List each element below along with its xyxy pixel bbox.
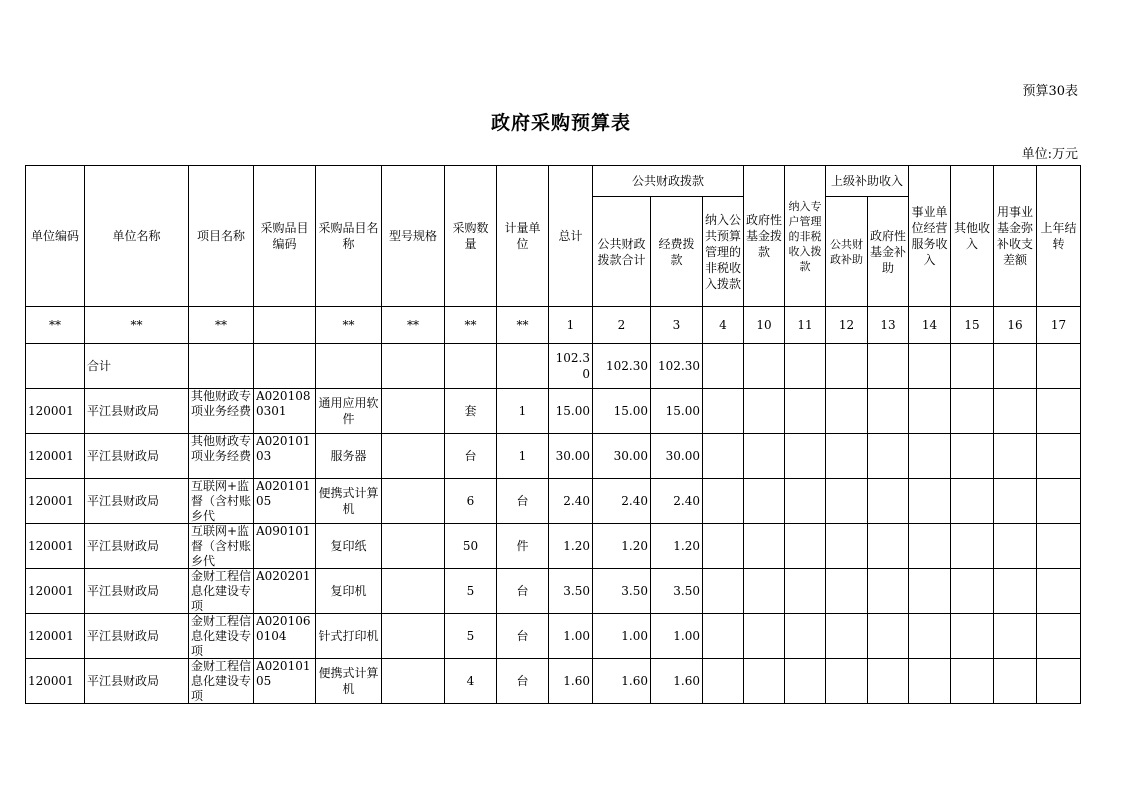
empty-cell <box>951 524 994 569</box>
cell-measure-unit: 1 <box>497 434 549 479</box>
total-fund: 102.30 <box>651 344 703 389</box>
cell-measure-unit: 件 <box>497 524 549 569</box>
empty-cell <box>826 614 868 659</box>
cell-unit-name: 平江县财政局 <box>85 389 189 434</box>
empty-cell <box>909 389 951 434</box>
empty-cell <box>826 659 868 704</box>
cell-model <box>382 479 445 524</box>
table-row <box>26 614 1081 659</box>
cell-measure-unit: 台 <box>497 479 549 524</box>
cell-total: 15.00 <box>549 389 593 434</box>
cell-item-code <box>254 434 316 479</box>
empty-cell <box>703 434 744 479</box>
cell-measure-unit: 台 <box>497 569 549 614</box>
cell-quantity: 50 <box>445 524 497 569</box>
cell-total: 1.00 <box>549 614 593 659</box>
cell-measure-unit: 台 <box>497 659 549 704</box>
cell-unit-name: 平江县财政局 <box>85 434 189 479</box>
index-cell: 13 <box>868 307 909 344</box>
cell-public-sum: 30.00 <box>593 434 651 479</box>
empty-cell <box>951 659 994 704</box>
table-row <box>26 389 1081 434</box>
index-cell: 11 <box>785 307 826 344</box>
empty-cell <box>1037 434 1081 479</box>
empty-cell <box>1037 569 1081 614</box>
cell-unit-code: 120001 <box>26 569 85 614</box>
cell-model <box>382 614 445 659</box>
index-cell: 16 <box>994 307 1037 344</box>
cell-public-sum: 1.20 <box>593 524 651 569</box>
total-label: 合计 <box>85 344 189 389</box>
header-unit-name: 单位名称 <box>85 166 189 307</box>
index-cell: ** <box>189 307 254 344</box>
cell-model <box>382 569 445 614</box>
cell-quantity: 5 <box>445 614 497 659</box>
empty-cell <box>826 524 868 569</box>
empty-cell <box>785 614 826 659</box>
cell-unit-code: 120001 <box>26 614 85 659</box>
cell-unit-name: 平江县财政局 <box>85 524 189 569</box>
empty-cell <box>785 434 826 479</box>
cell-unit-code: 120001 <box>26 389 85 434</box>
cell-project-text: 互联网+监督（含村账乡代 <box>191 524 251 568</box>
cell-item-code-text: A090101 <box>256 524 311 538</box>
index-cell: 1 <box>549 307 593 344</box>
cell-unit-name: 平江县财政局 <box>85 569 189 614</box>
empty-cell <box>785 479 826 524</box>
table-row <box>26 659 1081 704</box>
cell-unit-code: 120001 <box>26 659 85 704</box>
cell-item-name: 针式打印机 <box>316 614 382 659</box>
empty-cell <box>744 389 785 434</box>
cell-fund: 1.60 <box>651 659 703 704</box>
empty-cell <box>1037 614 1081 659</box>
procurement-budget-table <box>25 165 1081 704</box>
index-cell: 12 <box>826 307 868 344</box>
empty-cell <box>744 569 785 614</box>
cell-project-text: 互联网+监督（含村账乡代 <box>191 479 251 523</box>
cell-item-code-text: A02010105 <box>256 479 311 508</box>
cell-item-code-text: A02010105 <box>256 659 311 688</box>
empty-cell <box>951 614 994 659</box>
cell-fund: 3.50 <box>651 569 703 614</box>
empty-cell <box>744 479 785 524</box>
index-cell: ** <box>26 307 85 344</box>
cell-unit-name: 平江县财政局 <box>85 614 189 659</box>
cell-item-name: 通用应用软件 <box>316 389 382 434</box>
total-public-sum: 102.30 <box>593 344 651 389</box>
empty-cell <box>1037 659 1081 704</box>
header-model: 型号规格 <box>382 166 445 307</box>
empty-cell <box>703 389 744 434</box>
index-cell: ** <box>316 307 382 344</box>
empty-cell <box>744 524 785 569</box>
cell-item-code <box>254 479 316 524</box>
empty-cell <box>868 569 909 614</box>
empty-cell <box>909 479 951 524</box>
empty-cell <box>1037 524 1081 569</box>
cell-unit-code: 120001 <box>26 479 85 524</box>
cell-quantity: 套 <box>445 389 497 434</box>
cell-project <box>189 479 254 524</box>
cell-total: 1.60 <box>549 659 593 704</box>
header-quantity: 采购数量 <box>445 166 497 307</box>
cell-item-code-text: A0201080301 <box>256 389 311 418</box>
header-upper-public: 公共财政补助 <box>826 197 868 307</box>
empty-cell <box>909 524 951 569</box>
empty-cell <box>703 614 744 659</box>
unit-label: 单位:万元 <box>1021 147 1078 162</box>
empty-cell <box>785 389 826 434</box>
empty-cell <box>994 524 1037 569</box>
cell-item-code <box>254 389 316 434</box>
cell-quantity: 5 <box>445 569 497 614</box>
cell-item-code <box>254 614 316 659</box>
cell-total: 30.00 <box>549 434 593 479</box>
cell-project <box>189 389 254 434</box>
empty-cell <box>951 479 994 524</box>
cell-model <box>382 524 445 569</box>
index-cell: 4 <box>703 307 744 344</box>
header-public-sum: 公共财政拨款合计 <box>593 197 651 307</box>
empty-cell <box>1037 479 1081 524</box>
empty-cell <box>994 479 1037 524</box>
empty-cell <box>826 569 868 614</box>
empty-cell <box>868 479 909 524</box>
empty-cell <box>785 659 826 704</box>
cell-quantity: 4 <box>445 659 497 704</box>
cell-unit-name: 平江县财政局 <box>85 479 189 524</box>
cell-public-sum: 3.50 <box>593 569 651 614</box>
cell-unit-code: 120001 <box>26 434 85 479</box>
cell-measure-unit: 1 <box>497 389 549 434</box>
header-other: 其他收入 <box>951 166 994 307</box>
cell-fund: 1.00 <box>651 614 703 659</box>
cell-project <box>189 569 254 614</box>
empty-cell <box>826 434 868 479</box>
empty-cell <box>868 434 909 479</box>
header-special-nontax: 纳入专户管理的非税收入拨款 <box>785 166 826 307</box>
cell-model <box>382 659 445 704</box>
cell-item-code <box>254 569 316 614</box>
cell-project <box>189 614 254 659</box>
cell-quantity: 6 <box>445 479 497 524</box>
cell-item-name: 便携式计算机 <box>316 659 382 704</box>
header-business: 事业单位经营服务收入 <box>909 166 951 307</box>
cell-item-code <box>254 524 316 569</box>
empty-cell <box>994 659 1037 704</box>
cell-total: 1.20 <box>549 524 593 569</box>
total-total: 102.30 <box>549 344 593 389</box>
empty-cell <box>868 614 909 659</box>
header-unit-code: 单位编码 <box>26 166 85 307</box>
cell-fund: 1.20 <box>651 524 703 569</box>
empty-cell <box>744 434 785 479</box>
empty-cell <box>994 389 1037 434</box>
cell-public-sum: 1.00 <box>593 614 651 659</box>
table-number: 预算30表 <box>1022 84 1078 99</box>
header-upper-gov: 政府性基金补助 <box>868 197 909 307</box>
cell-project <box>189 524 254 569</box>
empty-cell <box>909 569 951 614</box>
page-title: 政府采购预算表 <box>490 112 631 134</box>
table-row <box>26 434 1081 479</box>
cell-public-sum: 2.40 <box>593 479 651 524</box>
table-row <box>26 524 1081 569</box>
header-fund: 经费拨款 <box>651 197 703 307</box>
header-gov-fund: 政府性基金拨款 <box>744 166 785 307</box>
empty-cell <box>785 569 826 614</box>
header-nontax: 纳入公共预算管理的非税收入拨款 <box>703 197 744 307</box>
empty-cell <box>951 569 994 614</box>
empty-cell <box>826 389 868 434</box>
cell-total: 2.40 <box>549 479 593 524</box>
cell-measure-unit: 台 <box>497 614 549 659</box>
cell-model <box>382 434 445 479</box>
empty-cell <box>703 569 744 614</box>
index-cell: 2 <box>593 307 651 344</box>
empty-cell <box>951 434 994 479</box>
cell-unit-name: 平江县财政局 <box>85 659 189 704</box>
index-cell: ** <box>85 307 189 344</box>
index-cell <box>254 307 316 344</box>
cell-fund: 30.00 <box>651 434 703 479</box>
empty-cell <box>744 614 785 659</box>
index-row <box>26 307 1081 344</box>
cell-item-code <box>254 659 316 704</box>
cell-project-text: 其他财政专项业务经费 <box>191 389 251 418</box>
empty-cell <box>868 659 909 704</box>
empty-cell <box>994 569 1037 614</box>
cell-item-name: 复印纸 <box>316 524 382 569</box>
cell-item-code-text: A0201060104 <box>256 614 311 643</box>
empty-cell <box>744 659 785 704</box>
index-cell: ** <box>497 307 549 344</box>
cell-project <box>189 659 254 704</box>
cell-item-code-text: A020201 <box>256 569 311 583</box>
header-public-group: 公共财政拨款 <box>593 166 744 197</box>
total-row <box>26 344 1081 389</box>
cell-project <box>189 434 254 479</box>
cell-public-sum: 1.60 <box>593 659 651 704</box>
cell-item-code-text: A02010103 <box>256 434 311 463</box>
index-cell: 14 <box>909 307 951 344</box>
empty-cell <box>868 524 909 569</box>
header-item-name: 采购品目名称 <box>316 166 382 307</box>
cell-model <box>382 389 445 434</box>
empty-cell <box>909 659 951 704</box>
table-row <box>26 569 1081 614</box>
cell-project-text: 其他财政专项业务经费 <box>191 434 251 463</box>
cell-public-sum: 15.00 <box>593 389 651 434</box>
empty-cell <box>909 614 951 659</box>
index-cell: 15 <box>951 307 994 344</box>
cell-item-name: 复印机 <box>316 569 382 614</box>
header-measure-unit: 计量单位 <box>497 166 549 307</box>
cell-project-text: 金财工程信息化建设专项 <box>191 659 251 703</box>
cell-total: 3.50 <box>549 569 593 614</box>
table-row <box>26 479 1081 524</box>
empty-cell <box>785 524 826 569</box>
header-project: 项目名称 <box>189 166 254 307</box>
cell-unit-code: 120001 <box>26 524 85 569</box>
cell-quantity: 台 <box>445 434 497 479</box>
cell-fund: 15.00 <box>651 389 703 434</box>
index-cell: ** <box>445 307 497 344</box>
empty-cell <box>703 659 744 704</box>
empty-cell <box>826 479 868 524</box>
cell-project-text: 金财工程信息化建设专项 <box>191 614 251 658</box>
header-item-code: 采购品目编码 <box>254 166 316 307</box>
header-fund-comp: 用事业基金弥补收支差额 <box>994 166 1037 307</box>
index-cell: 10 <box>744 307 785 344</box>
cell-fund: 2.40 <box>651 479 703 524</box>
empty-cell <box>1037 389 1081 434</box>
empty-cell <box>951 389 994 434</box>
empty-cell <box>703 524 744 569</box>
index-cell: 17 <box>1037 307 1081 344</box>
empty-cell <box>994 614 1037 659</box>
empty-cell <box>868 389 909 434</box>
empty-cell <box>994 434 1037 479</box>
empty-cell <box>909 434 951 479</box>
index-cell: 3 <box>651 307 703 344</box>
empty-cell <box>703 479 744 524</box>
header-carryover: 上年结转 <box>1037 166 1081 307</box>
cell-item-name: 便携式计算机 <box>316 479 382 524</box>
header-upper-group: 上级补助收入 <box>826 166 909 197</box>
header-total: 总计 <box>549 166 593 307</box>
cell-item-name: 服务器 <box>316 434 382 479</box>
index-cell: ** <box>382 307 445 344</box>
cell-project-text: 金财工程信息化建设专项 <box>191 569 251 613</box>
